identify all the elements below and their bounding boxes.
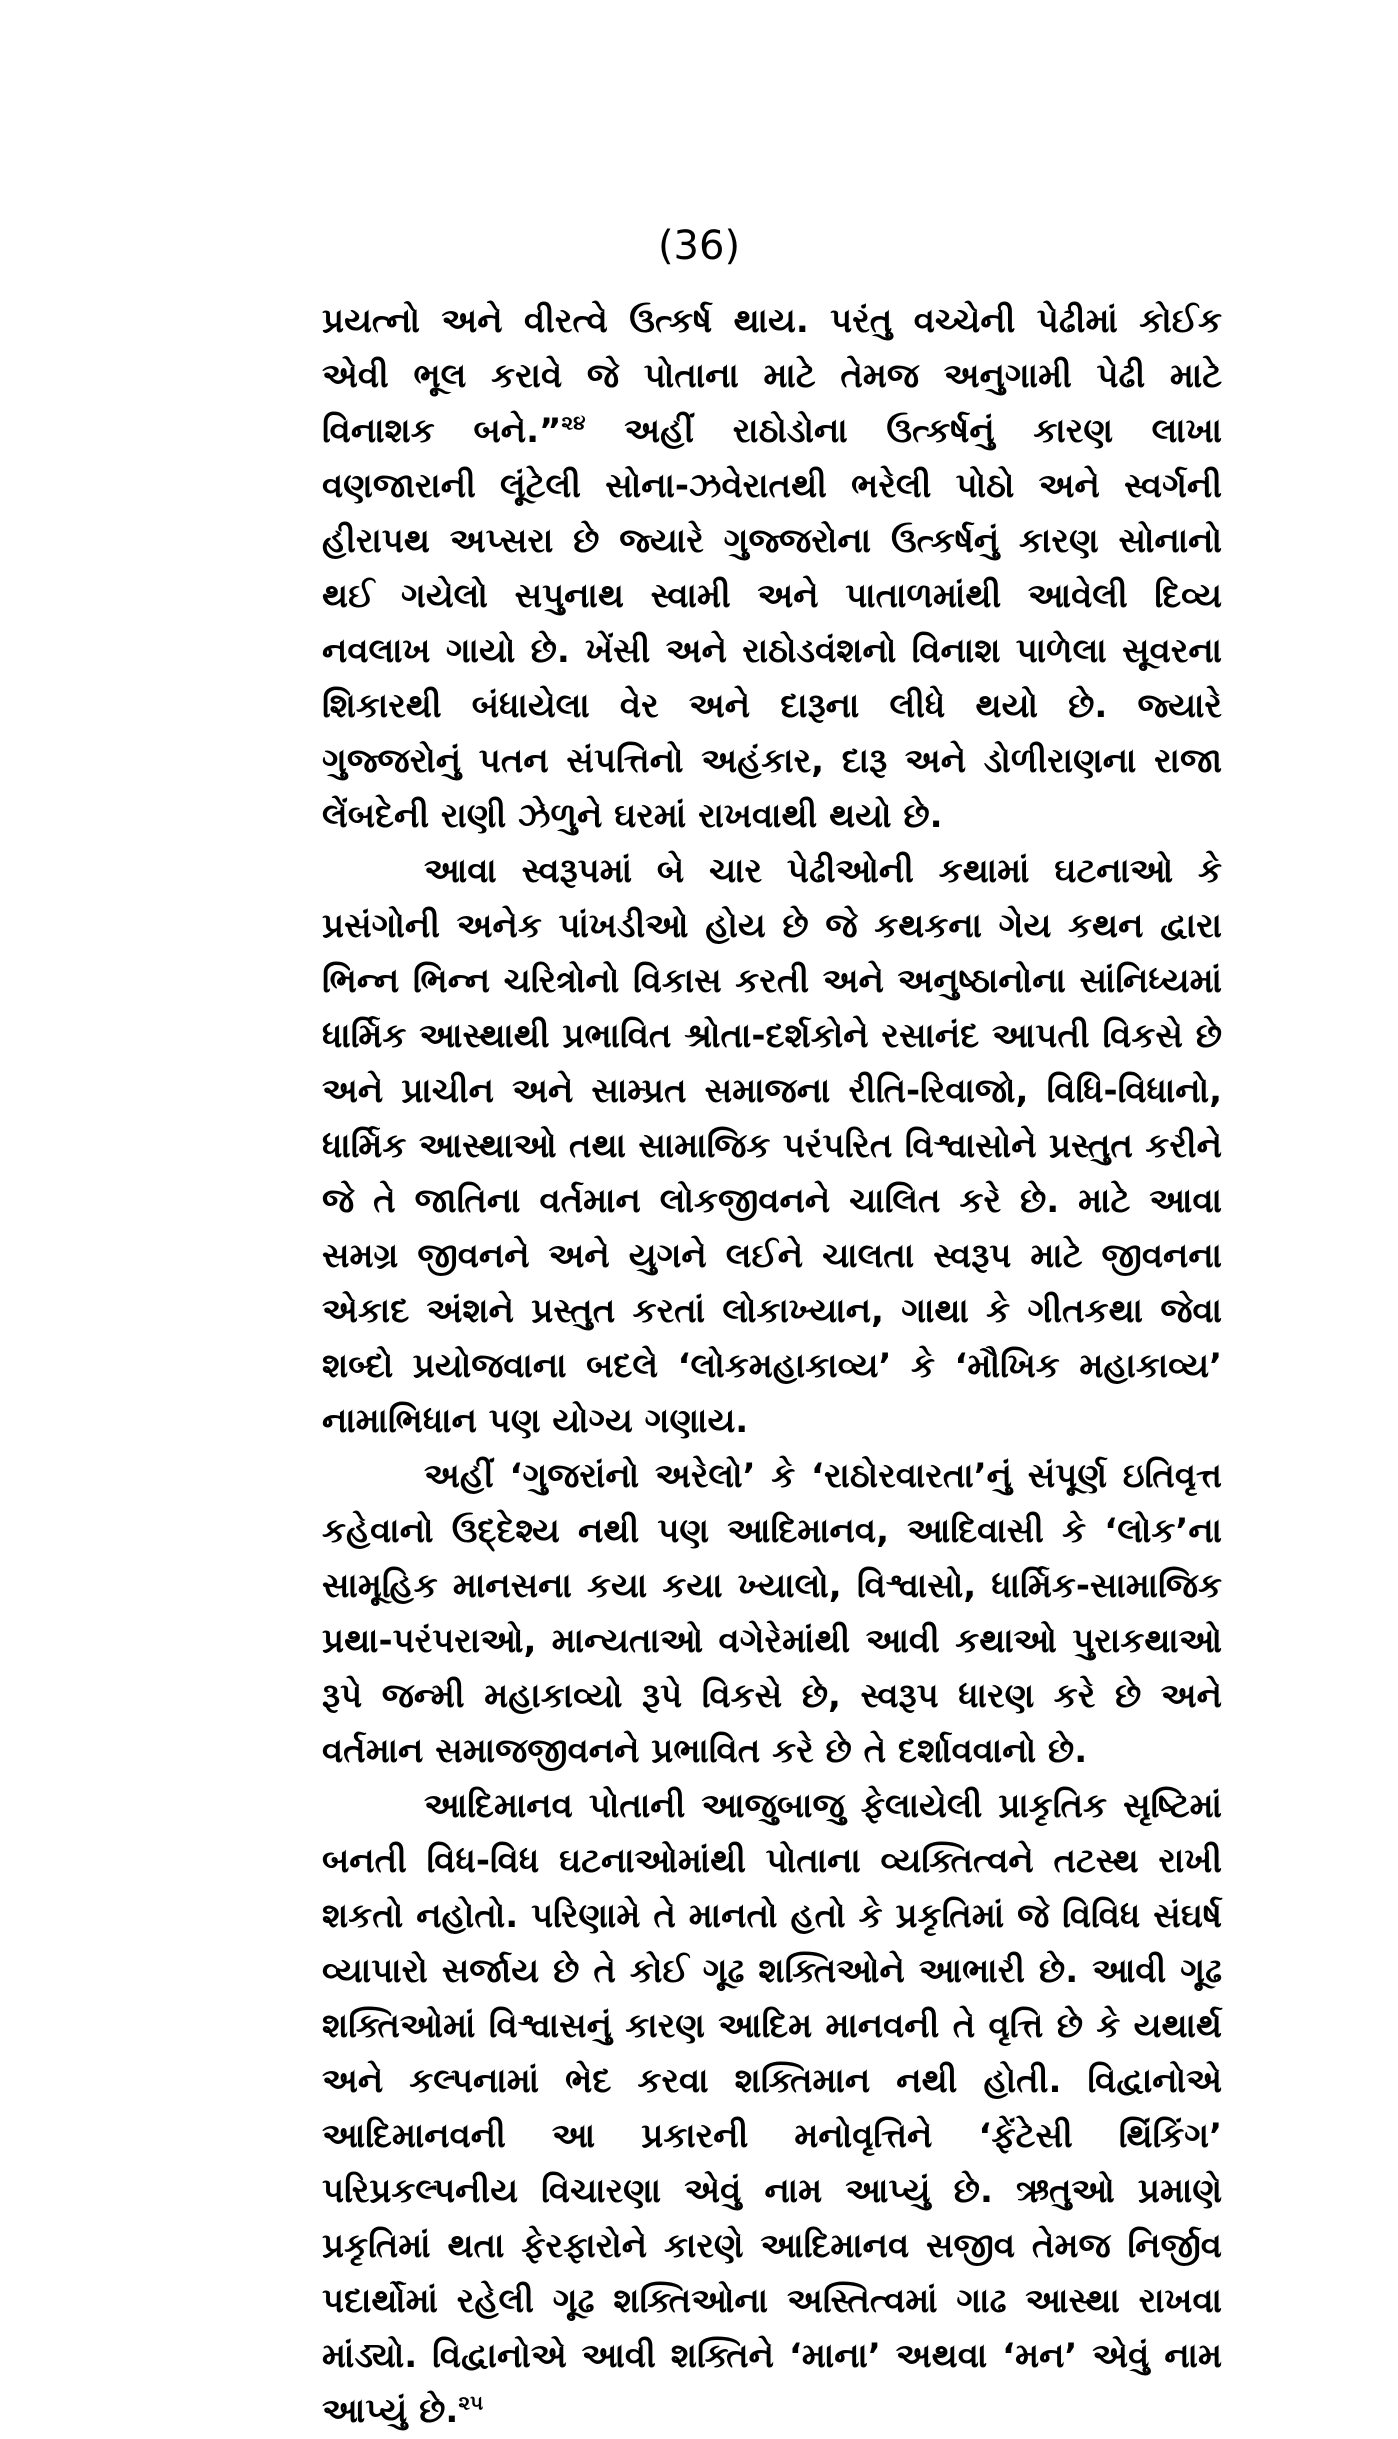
paragraph-text: અહીં ‘ગુજરાંનો અરેલો’ કે ‘રાઠોરવારતા’નું સંપૂર્ણ ઇતિવૃત્ત કહેવાનો ઉદ્દેશ્ય નથી પણ આદિમાનવ, આદિવાસી કે ‘લોક’ના સામૂહિક માનસના કયા કયા ખ્યાલો, વિશ્વાસો, ધાર્મિક-સામાજિક પ્રથા-પરંપરાઓ, માન્યતાઓ વગેરેમાંથી આવી કથાઓ પુરાકથાઓ રૂપે જન્મી મહાકાવ્યો રૂપે વિકસે છે, સ્વરૂપ ધારણ કરે છે અને વર્તમાન સમાજજીવનને પ્રભાવિત કરે છે તે દર્શાવવાનો છે. (322, 1456, 1222, 1771)
paragraph (322, 1449, 1222, 1779)
paragraph-text: આવા સ્વરૂપમાં બે ચાર પેઢીઓની કથામાં ઘટનાઓ કે પ્રસંગોની અનેક પાંખડીઓ હોય છે જે કથકના ગેય કથન દ્વારા ભિન્ન ભિન્ન ચરિત્રોનો વિકાસ કરતી અને અનુષ્ઠાનોના સાંનિધ્યમાં ધાર્મિક આસ્થાથી પ્રભાવિત શ્રોતા-દર્શકોને રસાનંદ આપતી વિકસે છે અને પ્રાચીન અને સામ્પ્રત સમાજના રીતિ-રિવાજો, વિધિ-વિધાનો, ધાર્મિક આસ્થાઓ તથા સામાજિક પરંપરિત વિશ્વાસોને પ્રસ્તુત કરીને જે તે જાતિના વર્તમાન લોકજીવનને ચાલિત કરે છે. માટે આવા સમગ્ર જીવનને અને યુગને લઈને ચાલતા સ્વરૂપ માટે જીવનના એકાદ અંશને પ્રસ્તુત કરતાં લોકાખ્યાન, ગાથા કે ગીતકથા જેવા શબ્દો પ્રયોજવાના બદલે ‘લોકમહાકાવ્ય’ કે ‘મૌખિક મહાકાવ્ય’ નામાભિધાન પણ યોગ્ય ગણાય. (322, 851, 1222, 1441)
paragraph (322, 1779, 1222, 2439)
body-text (322, 294, 1222, 2439)
paragraph (322, 844, 1222, 1449)
paragraph-text: આદિમાનવ પોતાની આજુબાજુ ફેલાયેલી પ્રાકૃતિક સૃષ્ટિમાં બનતી વિધ-વિધ ઘટનાઓમાંથી પોતાના વ્યક્તિત્વને તટસ્થ રાખી શકતો નહોતો. પરિણામે તે માનતો હતો કે પ્રકૃતિમાં જે વિવિધ સંઘર્ષ વ્યાપારો સર્જાય છે તે કોઈ ગૂઢ શક્તિઓને આભારી છે. આવી ગૂઢ શક્તિઓમાં વિશ્વાસનું કારણ આદિમ માનવની તે વૃત્તિ છે કે યથાર્થ અને કલ્પનામાં ભેદ કરવા શક્તિમાન નથી હોતી. વિદ્વાનોએ આદિમાનવની આ પ્રકારની મનોવૃત્તિને ‘ફેંટેસી થિંકિંગ’ પરિપ્રકલ્પનીય વિચારણા એવું નામ આપ્યું છે. ઋતુઓ પ્રમાણે પ્રકૃતિમાં થતા ફેરફારોને કારણે આદિમાનવ સજીવ તેમજ નિર્જીવ પદાર્થોમાં રહેલી ગૂઢ શક્તિઓના અસ્તિત્વમાં ગાઢ આસ્થા રાખવા માંડ્યો. વિદ્વાનોએ આવી શક્તિને ‘માના’ અથવા ‘મન’ એવું નામ આપ્યું છે. (322, 1786, 1222, 2431)
paragraph-text: અહીં રાઠોડોના ઉત્કર્ષનું કારણ લાખા વણજારાની લૂંટેલી સોના-ઝવેરાતથી ભરેલી પોઠો અને સ્વર્ગની હીરાપથ અપ્સરા છે જ્યારે ગુજ્જરોના ઉત્કર્ષનું કારણ સોનાનો થઈ ગયેલો સપુનાથ સ્વામી અને પાતાળમાંથી આવેલી દિવ્ય નવલાખ ગાયો છે. ખેંસી અને રાઠોડવંશનો વિનાશ પાળેલા સૂવરના શિકારથી બંધાયેલા વેર અને દારૂના લીધે થયો છે. જ્યારે ગુજ્જરોનું પતન સંપત્તિનો અહંકાર, દારૂ અને ડોળીરાણના રાજા લેંબદેની રાણી ઝેળુને ઘરમાં રાખવાથી થયો છે. (322, 411, 1222, 836)
footnote-marker: ૨૪ (561, 410, 586, 435)
footnote-marker: ૨૫ (458, 2390, 484, 2415)
paragraph-text: પ્રયત્નો અને વીરત્વે ઉત્કર્ષ થાય. પરંતુ વચ્ચેની પેઢીમાં કોઈક એવી ભૂલ કરાવે જે પોતાના માટે તેમજ અનુગામી પેઢી માટે વિનાશક બને.” (322, 301, 1222, 451)
page-number: (36) (657, 223, 741, 269)
paragraph (322, 294, 1222, 844)
